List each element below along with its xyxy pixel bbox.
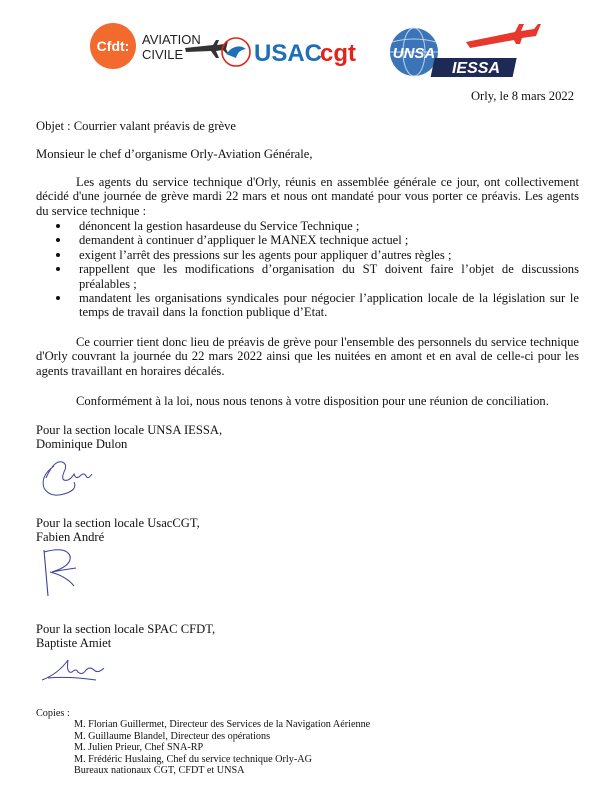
cfdt-logo [90, 23, 228, 69]
list-item: M. Florian Guillermet, Directeur des Services de la Navigation Aérienne [74, 719, 371, 730]
list-item [36, 262, 579, 291]
list-item-text: demandent à continuer d’appliquer le MANEX technique actuel ; [79, 233, 409, 248]
cfdt-line1: AVIATION [142, 32, 201, 47]
cfdt-line2: CIVILE [142, 47, 184, 62]
signatory-name: Fabien André [36, 530, 105, 544]
bullet-icon [56, 253, 60, 257]
signatory-section: Pour la section locale UNSA IESSA, [36, 423, 223, 437]
list-item: Bureaux nationaux CGT, CFDT et UNSA [74, 765, 245, 777]
usac-cgt-logo [222, 38, 356, 67]
salutation: Monsieur le chef d’organisme Orly-Aviation Générale, [36, 147, 313, 161]
list-item-text: mandatent les organisations syndicales pour négocier l’application locale de la législation sur le temps de travail dans la fonction publique d’Etat. [79, 291, 579, 320]
signatory-section: Pour la section locale UsacCGT, [36, 516, 200, 530]
bullet-icon [56, 238, 60, 242]
signature-andre [36, 546, 96, 602]
signatory-section: Pour la section locale SPAC CFDT, [36, 622, 216, 636]
signature-dulon [34, 452, 98, 500]
logo-band [0, 14, 614, 84]
signatory-name: Baptiste Amiet [36, 636, 112, 650]
bullet-icon [56, 267, 60, 271]
list-item [36, 291, 579, 320]
copies-label: Copies : [36, 708, 70, 719]
cgt-text: cgt [320, 40, 356, 67]
list-item [36, 219, 579, 233]
iessa-logo [431, 24, 541, 77]
intro-paragraph: Les agents du service technique d'Orly, réunis en assemblée générale ce jour, ont collectivement décidé d'une journée de grève mardi 22 mars et nous ont mandaté pour vous porter ce préavis. Les agents du service technique : [36, 175, 579, 218]
unsa-logo [390, 28, 438, 76]
list-item [36, 248, 579, 262]
letter-subject: Objet : Courrier valant préavis de grève [36, 119, 237, 133]
list-item [36, 233, 579, 247]
unsa-text: UNSA [392, 45, 436, 62]
list-item-text: rappellent que les modifications d’organisation du ST doivent faire l’objet de discussions préalables ; [79, 262, 579, 291]
signature-amiet [38, 652, 108, 686]
bullet-icon [56, 224, 60, 228]
bullet-icon [56, 296, 60, 300]
usac-text: USAC [254, 40, 323, 67]
notice-paragraph: Ce courrier tient donc lieu de préavis de grève pour l'ensemble des personnels du service technique d'Orly couvrant la journée du 22 mars 2022 ainsi que les nuitées en amont et en aval de celle-ci pour les agents travaillant en horaires décalés. [36, 335, 579, 378]
union-logos [0, 14, 614, 84]
list-item: M. Frédéric Huslaing, Chef du service technique Orly-AG [74, 753, 312, 765]
list-item-text: dénoncent la gestion hasardeuse du Service Technique ; [79, 219, 360, 233]
conciliation-paragraph: Conformément à la loi, nous nous tenons à votre disposition pour une réunion de conciliation. [76, 394, 549, 408]
letter-date: Orly, le 8 mars 2022 [470, 89, 574, 103]
iessa-text: IESSA [451, 60, 501, 77]
copies-list [74, 719, 370, 777]
list-item: M. Julien Prieur, Chef SNA-RP [74, 742, 204, 754]
list-item-text: exigent l’arrêt des pressions sur les agents pour appliquer d’autres règles ; [79, 247, 452, 262]
jet-icon [466, 24, 541, 48]
signatory-name: Dominique Dulon [36, 437, 128, 451]
grievance-list [36, 219, 579, 320]
swallow-icon [226, 46, 246, 58]
list-item: M. Guillaume Blandel, Directeur des opérations [74, 730, 271, 742]
cfdt-badge-text: Cfdt: [96, 38, 130, 54]
